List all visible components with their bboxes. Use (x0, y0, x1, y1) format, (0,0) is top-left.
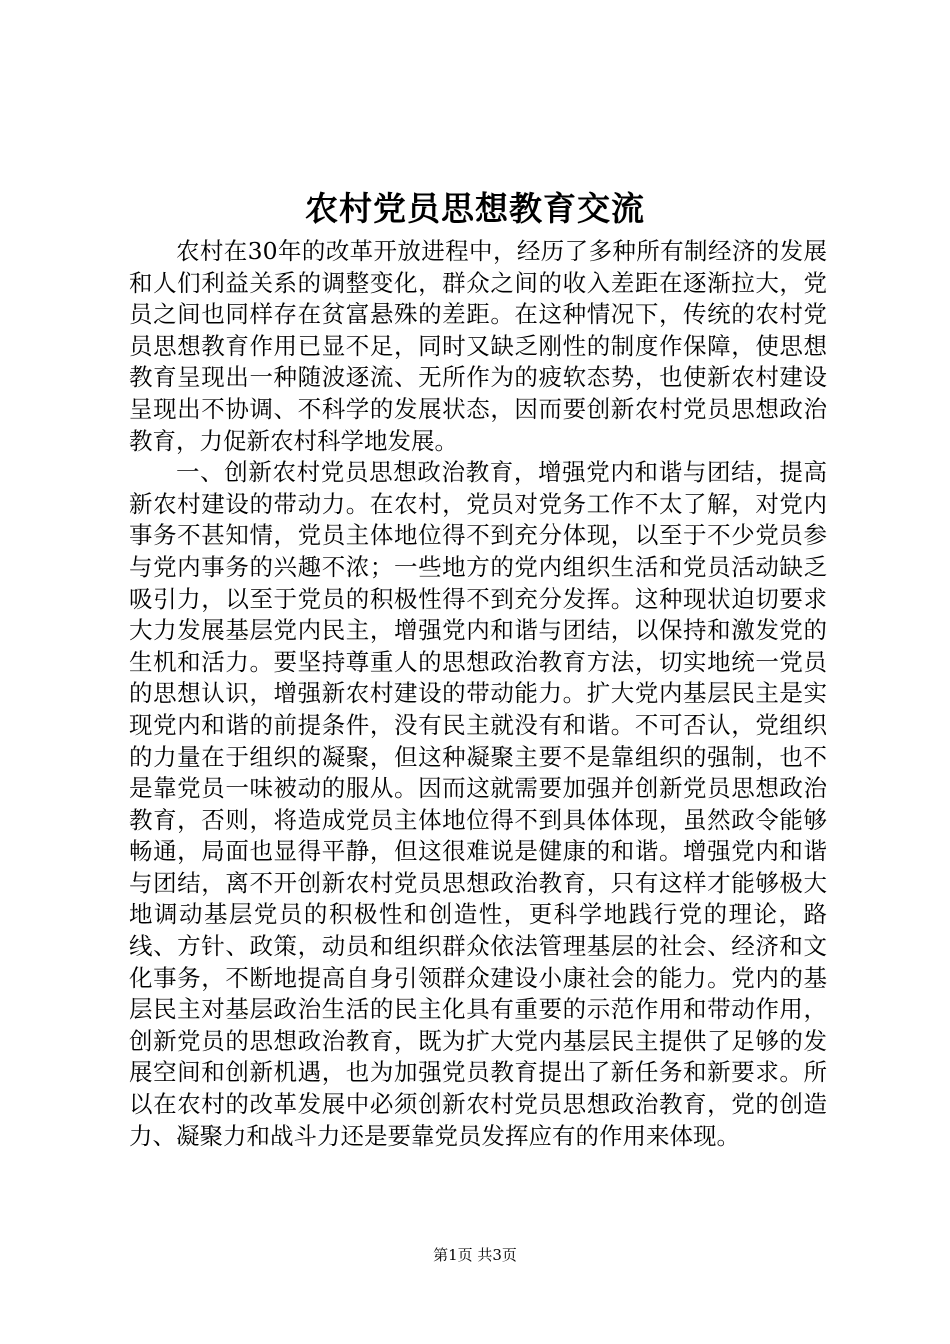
document-title: 农村党员思想教育交流 (305, 189, 645, 228)
paragraph-intro: 农村在30年的改革开放进程中，经历了多种所有制经济的发展和人们利益关系的调整变化，群众之间的收入差距在逐渐拉大，党员之间也同样存在贫富悬殊的差距。在这种情况下，传统的农村党员思想教育作用已显不足，同时又缺乏刚性的制度作保障，使思想教育呈现出一种随波逐流、无所作为的疲软态势，也使新农村建设呈现出不协调、不科学的发展状态，因而要创新农村党员思想政治教育，力促新农村科学地发展。 (129, 237, 827, 455)
paragraph-section-one: 一、创新农村党员思想政治教育，增强党内和谐与团结，提高新农村建设的带动力。在农村，党员对党务工作不太了解，对党内事务不甚知情，党员主体地位得不到充分体现，以至于不少党员参与党内事务的兴趣不浓；一些地方的党内组织生活和党员活动缺乏吸引力，以至于党员的积极性得不到充分发挥。这种现状迫切要求大力发展基层党内民主，增强党内和谐与团结，以保持和激发党的生机和活力。要坚持尊重人的思想政治教育方法，切实地统一党员的思想认识，增强新农村建设的带动能力。扩大党内基层民主是实现党内和谐的前提条件，没有民主就没有和谐。不可否认，党组织的力量在于组织的凝聚，但这种凝聚主要不是靠组织的强制，也不是靠党员一味被动的服从。因而这就需要加强并创新党员思想政治教育，否则，将造成党员主体地位得不到具体体现，虽然政令能够畅通，局面也显得平静，但这很难说是健康的和谐。增强党内和谐与团结，离不开创新农村党员思想政治教育，只有这样才能够极大地调动基层党员的积极性和创造性，更科学地践行党的理论，路线、方针、政策，动员和组织群众依法管理基层的社会、经济和文化事务，不断地提高自身引领群众建设小康社会的能力。党内的基层民主对基层政治生活的民主化具有重要的示范作用和带动作用，创新党员的思想政治教育，既为扩大党内基层民主提供了足够的发展空间和创新机遇，也为加强党员教育提出了新任务和新要求。所以在农村的改革发展中必须创新农村党员思想政治教育，党的创造力、凝聚力和战斗力还是要靠党员发挥应有的作用来体现。 (129, 458, 827, 1150)
page-number-footer: 第1页 共3页 (433, 1246, 517, 1264)
document-body (129, 236, 827, 1152)
